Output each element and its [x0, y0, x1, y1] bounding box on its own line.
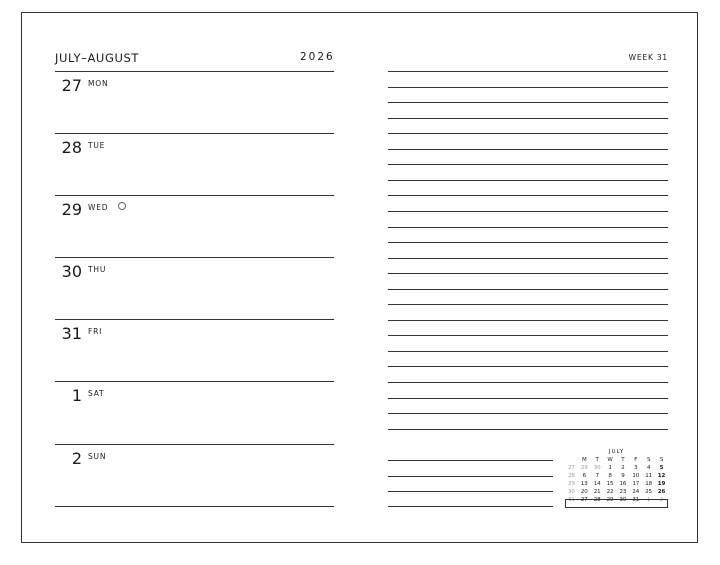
- day-number: 30: [61, 262, 82, 281]
- mini-day: 8: [608, 473, 612, 479]
- day-block-tuesday[interactable]: [55, 135, 334, 195]
- mini-day: 13: [580, 481, 588, 487]
- note-line-short: [388, 476, 553, 477]
- note-line: [388, 258, 668, 259]
- mini-week-number: 28: [567, 473, 575, 479]
- day-divider: [55, 381, 334, 382]
- year-label: 2026: [300, 51, 335, 63]
- mini-calendar-days: [565, 464, 668, 504]
- mini-day: 30: [593, 465, 601, 471]
- mini-calendar-title: JULY: [608, 449, 625, 455]
- day-block-saturday[interactable]: [55, 383, 334, 443]
- note-line: [388, 87, 668, 88]
- day-block-monday[interactable]: [55, 73, 334, 133]
- note-line: [388, 382, 668, 383]
- note-line: [388, 242, 668, 243]
- mini-day: 2: [659, 497, 664, 503]
- mini-day: 15: [606, 481, 614, 487]
- mini-day: 2: [621, 465, 625, 471]
- mini-calendar-corner: [565, 456, 578, 464]
- mini-day: 16: [619, 481, 627, 487]
- mini-day: 1: [646, 497, 651, 503]
- day-block-wednesday[interactable]: [55, 197, 334, 257]
- mini-weekday-header: S: [646, 457, 651, 463]
- day-number: 28: [61, 138, 82, 157]
- mini-weekday-header: F: [634, 457, 638, 463]
- mini-weekday-header: T: [621, 457, 625, 463]
- day-block-sunday[interactable]: [55, 446, 334, 506]
- note-line-short: [388, 491, 553, 492]
- note-line: [388, 149, 668, 150]
- day-number: 29: [61, 200, 82, 219]
- mini-calendar-weekdays: [565, 456, 668, 464]
- mini-day: 25: [645, 489, 653, 495]
- mini-day: 24: [632, 489, 640, 495]
- mini-weekday-header: S: [659, 457, 664, 463]
- day-block-thursday[interactable]: [55, 259, 334, 319]
- mini-day: 12: [657, 473, 666, 479]
- mini-day: 18: [645, 481, 653, 487]
- week-label: WEEK 31: [628, 53, 668, 62]
- note-line: [388, 398, 668, 399]
- note-line-short: [388, 506, 553, 507]
- mini-day: 29: [580, 465, 588, 471]
- day-divider: [55, 257, 334, 258]
- note-line: [388, 180, 668, 181]
- note-line-short: [388, 460, 553, 461]
- mini-day: 21: [593, 489, 601, 495]
- mini-day: 19: [657, 481, 666, 487]
- note-line: [388, 273, 668, 274]
- day-name: TUE: [88, 141, 106, 150]
- day-block-friday[interactable]: [55, 321, 334, 381]
- moon-phase-icon: [118, 202, 126, 210]
- mini-week-number: 27: [567, 465, 575, 471]
- note-line: [388, 320, 668, 321]
- day-divider: [55, 195, 334, 196]
- day-name: MON: [88, 79, 109, 88]
- mini-week-number: 29: [567, 481, 575, 487]
- mini-day: 10: [632, 473, 640, 479]
- day-name: WED: [88, 203, 109, 212]
- note-line: [388, 335, 668, 336]
- mini-day: 20: [580, 489, 588, 495]
- mini-day: 23: [619, 489, 627, 495]
- note-line: [388, 164, 668, 165]
- day-name: THU: [88, 265, 107, 274]
- mini-day: 28: [593, 497, 601, 503]
- note-line: [388, 133, 668, 134]
- day-number: 1: [71, 386, 82, 405]
- day-number: 2: [71, 449, 82, 468]
- note-line: [388, 102, 668, 103]
- note-line: [388, 366, 668, 367]
- mini-day: 9: [621, 473, 625, 479]
- day-number: 31: [61, 324, 82, 343]
- day-name: SUN: [88, 452, 107, 461]
- note-line: [388, 289, 668, 290]
- mini-day: 31: [632, 497, 640, 503]
- mini-day: 7: [595, 473, 599, 479]
- note-line: [388, 71, 668, 72]
- mini-weekday-header: W: [607, 457, 613, 463]
- day-number: 27: [61, 76, 82, 95]
- note-line: [388, 227, 668, 228]
- mini-week-number: 30: [567, 489, 575, 495]
- day-divider: [55, 71, 334, 72]
- note-line: [388, 304, 668, 305]
- day-name: SAT: [88, 389, 105, 398]
- mini-day: 4: [646, 465, 651, 471]
- mini-day: 27: [580, 497, 588, 503]
- mini-day: 6: [582, 473, 587, 479]
- current-week-highlight: [565, 499, 668, 508]
- day-divider: [55, 506, 334, 507]
- mini-day: 30: [619, 497, 627, 503]
- mini-calendar: [565, 448, 668, 504]
- mini-day: 29: [606, 497, 614, 503]
- month-range-title: JULY–AUGUST: [55, 51, 140, 65]
- mini-weekday-header: T: [595, 457, 599, 463]
- mini-day: 14: [593, 481, 601, 487]
- day-divider: [55, 444, 334, 445]
- mini-day: 3: [634, 465, 638, 471]
- mini-day: 1: [608, 465, 612, 471]
- mini-day: 26: [657, 489, 666, 495]
- note-line: [388, 118, 668, 119]
- note-line: [388, 429, 668, 430]
- note-line: [388, 351, 668, 352]
- note-line: [388, 211, 668, 212]
- day-divider: [55, 133, 334, 134]
- day-name: FRI: [88, 327, 103, 336]
- day-divider: [55, 319, 334, 320]
- mini-day: 5: [659, 465, 664, 471]
- mini-day: 11: [645, 473, 653, 479]
- note-line: [388, 195, 668, 196]
- note-line: [388, 413, 668, 414]
- mini-week-number: 31: [567, 497, 575, 503]
- mini-weekday-header: M: [581, 457, 587, 463]
- mini-day: 22: [606, 489, 614, 495]
- mini-day: 17: [632, 481, 640, 487]
